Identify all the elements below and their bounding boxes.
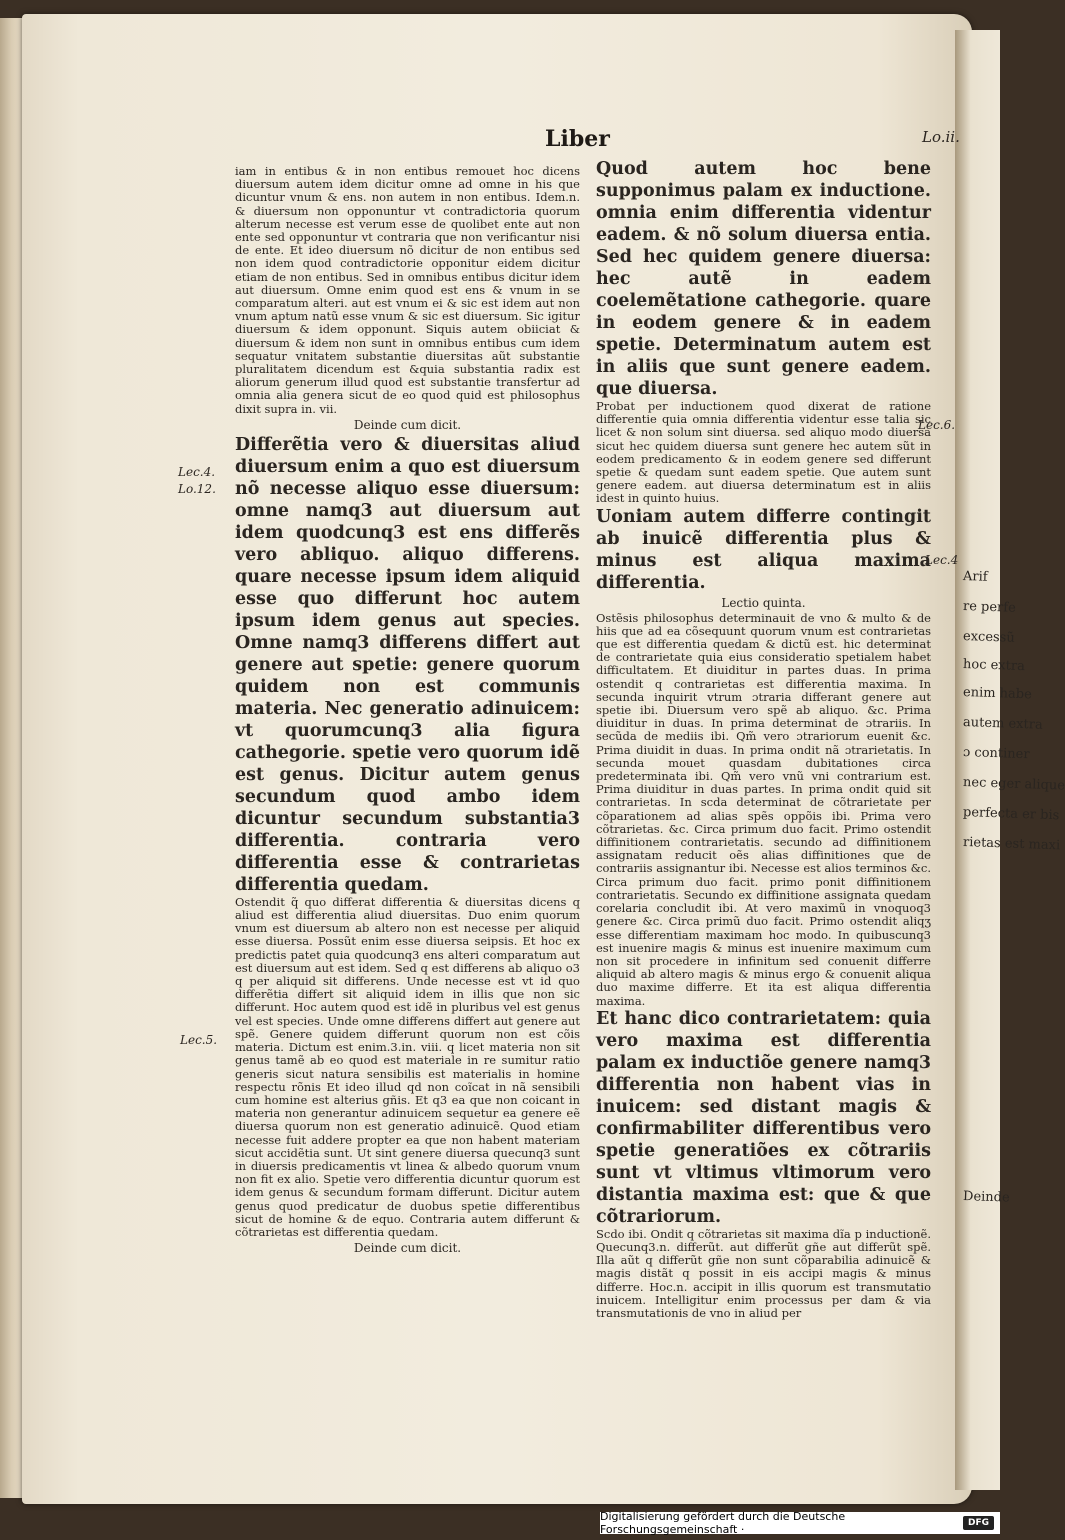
folio-number: Lo.ii.	[922, 128, 960, 146]
main-text-paragraph: Differẽtia vero & diuersitas aliud diuersum enim a quo est diuersum nõ necesse aliquo esse diuersum: omne namq3 aut diuersum aut idem quodcunq3 est ens differẽs vero abliquo. aliquo differens. quare necesse ipsum idem aliquid esse quo differunt hoc autem ipsum idem genus aut species. Omne namq3 differens differt aut genere aut spetie: genere quorum quidem non est communis materia. Nec generatio adinuicem: vt quorumcunq3 alia figura cathegorie. spetie vero quorum idẽ est genus. Dicitur autem genus secundum quod ambo idem dicuntur secundum substantia3 differentia. contraria vero differentia esse & contrarietas differentia quedam.	[235, 434, 580, 895]
commentary-paragraph: Scdo ibi. Ondit q cõtrarietas sit maxima dĩa p inductionẽ. Quecunq3.n. differũt. aut differũt gñe aut differũt spẽ. Illa aũt q differũt gñe non sunt cõparabilia adinuicẽ & magis distãt q possit in eis accipi magis & minus differre. Hoc.n. accipit in illis quorum est transmutatio inuicem. Intelligitur enim processus per dam & via transmutationis de vno in aliud per	[596, 1226, 931, 1320]
footer-credit-text: Digitalisierung gefördert durch die Deutsche Forschungsgemeinschaft ·	[600, 1510, 846, 1536]
right-column	[596, 158, 931, 1320]
next-page-fragment: re perfe	[962, 598, 1017, 616]
commentary-paragraph: Ostendit q̃ quo differat differentia & diuersitas dicens q aliud est differentia aliud diuersitas. Duo enim quorum vnum est diuersum ab altero non est necesse per aliquid esse diuersa. Possũt enim esse diuersa seipsis. Et hoc ex predictis patet quia quodcunq3 ens alteri comparatum aut est diuersum aut est idem. Sed q est differens ab aliquo o3 q per aliquid sit differens. Unde necesse est vt id quo differẽtia differt sit aliquid idem in illis que non sic differunt. Hoc autem quod est idẽ in pluribus vel est genus vel est species. Unde omne differens differt aut genere aut spẽ. Genere quidem differunt quorum non est cõis materia. Dictum est enim.3.in. viii. q licet materia non sit genus tamẽ ab eo quod est materiale in re sumitur ratio generis sicut natura sensibilis est materialis in homine respectu rõnis Et ideo illud qd non coĩcat in nã sensibili cum homine est alterius gñis. Et q3 ea que non coicant in materia non generantur adinuicem sequetur ea genere eẽ diuersa quorum non est generatio adinuicẽ. Quod etiam necesse fuit addere propter ea que non habent materiam sicut accidẽtia sunt. Ut sint genere diuersa quecunq3 sunt in diuersis predicamentis vt linea & albedo quorum vnum non fit ex alio. Spetie vero differentia dicuntur quorum est idem genus & secundum formam differunt. Dicitur autem genus quod predicatur de duobus spetie differentibus sicut de homine & de equo. Contraria autem differunt & cõtrarietas est differentia quedam.	[235, 894, 580, 1239]
margin-note: Lec.4.	[178, 465, 216, 479]
dfg-logo-icon: DFG	[963, 1516, 994, 1530]
next-page-fragment: nec eger alique	[962, 774, 1065, 794]
next-page-fragment: excessũ	[962, 628, 1015, 646]
left-column	[235, 165, 580, 1257]
margin-note: Lo.12.	[178, 482, 216, 496]
main-text-paragraph: Uoniam autem differre contingit ab inuicẽ differentia plus & minus est aliqua maxima differentia.	[596, 506, 931, 593]
lectio-heading: Lectio quinta.	[721, 595, 806, 610]
next-page-fragment: enim habe	[962, 684, 1033, 703]
footer-credit-bar	[600, 1512, 1000, 1534]
next-page-fragment: Arif	[962, 568, 988, 585]
main-text-paragraph: Quod autem hoc bene supponimus palam ex inductione. omnia enim differentia videntur eadem. & nõ solum diuersa entia. Sed hec quidem genere diuersa: hec autẽ in eadem coelemẽtatione cathegorie. quare in eodem genere & in eadem spetie. Determinatum autem est in aliis que sunt genere eadem. que diuersa.	[596, 159, 931, 399]
next-page-fragment: ɔ continer	[962, 744, 1030, 763]
deinde-line: Deinde cum dicit.	[353, 1241, 462, 1256]
margin-note: Lec.5.	[180, 1033, 218, 1047]
margin-note: Lec.4	[925, 553, 959, 567]
margin-note: Lec.6.	[918, 418, 956, 432]
next-page-fragment: rietas est maxi	[962, 834, 1061, 854]
commentary-paragraph: Ostẽsis philosophus determinauit de vno & multo & de hiis que ad ea cõsequunt quorum vnum est contrarietas que est differentia quedam & dictũ est. hic determinat de contrarietate quia eius consideratio spetialem habet difficultatem. Et diuiditur in partes duas. In prima ostendit q contrarietas est differentia maxima. In secunda inquirit vtrum ɔtraria differant genere aut spetie ibi. Diuersum vero spẽ ab aliquo. &c. Prima diuiditur in duas. In prima determinat de ɔtrariis. In secũda de mediis ibi. Qm̃ vero ɔtrariorum euenit &c. Prima diuidit in duas. In prima ondit nã ɔtrarietatis. In secunda mouet quasdam dubitationes circa predeterminata ibi. Qm̃ vero vnũ vni contrarium est. Prima diuiditur in duas partes. In prima ondit quid sit contrarietas. In scda determinat de cõtrarietate per cõparationem ad alias spẽs oppõis ibi. Prima vero cõtrarietas. &c. Circa primum duo facit. Primo ostendit diffinitionem contrarietatis. secundo ad diffinitionem assignatam reducit oẽs alias diffinitiones que de contrariis assignantur ibi. Necesse est alios terminos &c. Circa primum duo facit. primo ponit diffinitionem contrarietatis. Secundo ex diffinitione assignata quedam corelaria concludit ibi. At vero maximũ in vnoquoq3 genere &c. Circa primũ duo facit. Primo ostendit aliqʒ esse differentiam maximam hoc modo. In quibuscunq3 est inuenire magis & minus est inuenire maximum cum non sit procedere in infinitum sed conuenit differre aliquid ab altero magis & minus ergo & conuenit aliqua duo maxime differre. Et ita est aliqua differentia maxima.	[596, 610, 931, 1008]
next-page-fragment: Deinde	[962, 1188, 1010, 1206]
running-header: Liber	[545, 126, 610, 152]
commentary-paragraph: iam in entibus & in non entibus remouet hoc dicens diuersum autem idem dicitur omne ad omne in his que dicuntur vnum & ens. non autem in non entibus. Idem.n. & diuersum non opponuntur vt contradictoria quorum alterum necesse est verum esse de quolibet ente aut non ente sed opponuntur vt contraria que non verificantur nisi de ente. Et ideo diuersum nõ dicitur de non entibus sed non idem quod contradictorie opponitur eidem dicitur etiam de non entibus. Sed in omnibus entibus dicitur idem aut diuersum. Omne enim quod est ens & vnum in se comparatum alteri. aut est vnum ei & sic est idem aut non vnum aptum natũ esse vnum & sic est diuersum. Sic igitur diuersum & idem opponunt. Siquis autem obiiciat & diuersum & idem non sunt in omnibus entibus cum idem sequatur vnitatem substantie diuersitas aũt substantie pluralitatem dicendum est &quia substantia radix est aliorum generum illud quod est substantie transfertur ad omnia alia genera sicut de eo quod quid est philosophus dixit supra in. vii.	[235, 164, 580, 416]
commentary-paragraph: Probat per inductionem quod dixerat de ratione differentie quia omnia differentia videntur esse talia sic licet & non solum sint diuersa. sed aliquo modo diuersa sicut hec quidem diuersa sunt genere hec autem sũt in eodem predicamento & in eodem genere sed differunt spetie & quedam sunt eadem spetie. Que autem sunt genere eadem. aut diuersa determinatum est in aliis idest in quinto huius.	[596, 399, 931, 506]
next-page-fragment: autem extra	[962, 714, 1043, 733]
deinde-line: Deinde cum dicit.	[353, 417, 462, 432]
next-page-edge	[955, 30, 1065, 1490]
main-text-paragraph: Et hanc dico contrarietatem: quia vero maxima est differentia palam ex inductiõe genere namq3 differentia non habent vias in inuicem: sed distant magis & confirmabiliter differentibus vero spetie generatiões ex cõtrariis sunt vt vltimus vltimorum vero distantia maxima est: que & que cõtrariorum.	[596, 1008, 931, 1227]
next-page-fragment: hoc extra	[962, 656, 1026, 675]
next-page-fragment: perfecta er bis	[962, 804, 1060, 824]
